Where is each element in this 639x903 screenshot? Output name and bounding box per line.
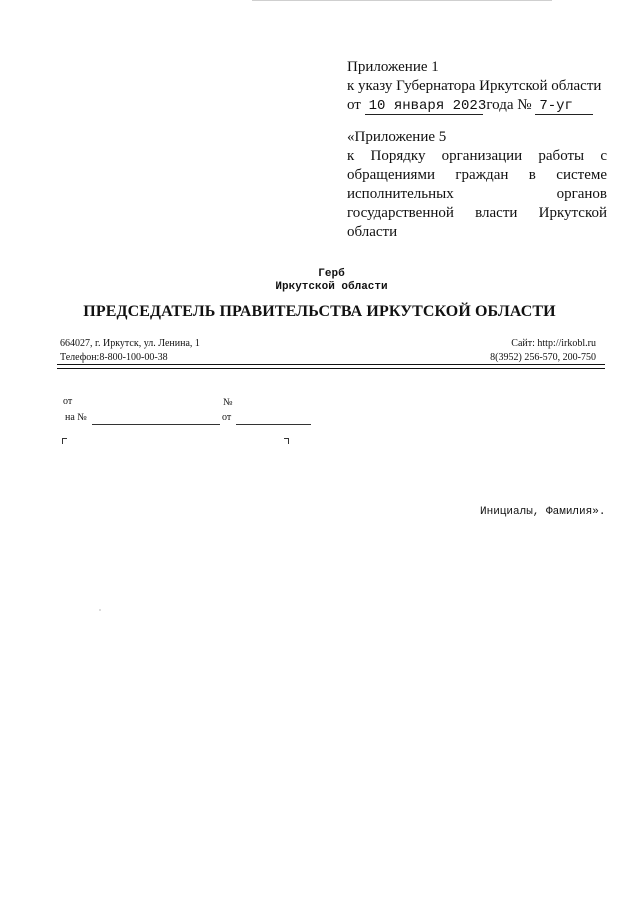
website: Сайт: http://irkobl.ru xyxy=(511,338,596,349)
appendix5-title: «Приложение 5 xyxy=(347,129,447,145)
appendix5-line: государственной власти Иркутской xyxy=(347,205,607,221)
form-from-label-2: от xyxy=(222,412,232,423)
header-rule-thick xyxy=(57,364,605,365)
appendix-block xyxy=(347,58,609,115)
signature: Инициалы, Фамилия». xyxy=(480,506,606,518)
appendix5-line: обращениями граждан в системе xyxy=(347,167,607,183)
address-block xyxy=(60,337,200,365)
decree-date: 10 января 2023 xyxy=(365,99,483,115)
coat-of-arms-region: Иркутской области xyxy=(275,281,388,293)
top-border-line xyxy=(252,0,552,1)
phone-numbers: 8(3952) 256-570, 200-750 xyxy=(490,352,596,363)
reply-date-line xyxy=(236,424,311,425)
appendix5-line-last: области xyxy=(347,224,398,240)
address-corner-left xyxy=(62,438,67,444)
form-from-label: от xyxy=(63,396,73,407)
address: 664027, г. Иркутск, ул. Ленина, 1 xyxy=(60,338,200,349)
scan-speck xyxy=(99,609,101,611)
appendix5-block xyxy=(347,128,607,242)
appendix5-line: к Порядку организации работы с xyxy=(347,148,607,164)
form-reply-label: на № xyxy=(65,412,87,423)
appendix-title: Приложение 1 xyxy=(347,59,439,75)
appendix-reference: к указу Губернатора Иркутской области xyxy=(347,78,602,94)
appendix5-line: исполнительных органов xyxy=(347,186,607,202)
appendix-date-row xyxy=(347,96,609,115)
contacts-block xyxy=(400,337,596,365)
from-label: от xyxy=(347,97,361,113)
decree-number: 7-уг xyxy=(535,99,593,115)
page-title: ПРЕДСЕДАТЕЛЬ ПРАВИТЕЛЬСТВА ИРКУТСКОЙ ОБЛАСТИ xyxy=(83,303,556,320)
phone: Телефон:8-800-100-00-38 xyxy=(60,352,168,363)
coat-of-arms-label: Герб xyxy=(318,268,345,280)
year-number-label: года № xyxy=(486,97,532,113)
form-number-label: № xyxy=(223,397,233,408)
address-corner-right xyxy=(284,438,289,444)
reply-number-line xyxy=(92,424,220,425)
header-rule-thin xyxy=(57,368,605,369)
